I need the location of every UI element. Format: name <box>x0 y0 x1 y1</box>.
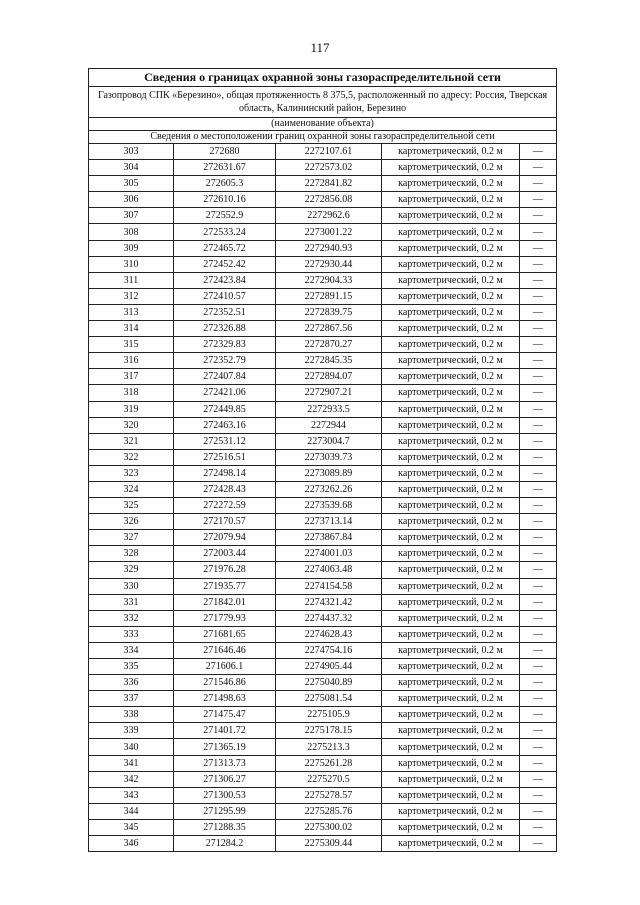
point-number: 328 <box>89 546 174 562</box>
coordinate-y: 2273001.22 <box>276 224 382 240</box>
coordinate-y: 2272907.21 <box>276 385 382 401</box>
note-cell: — <box>520 208 557 224</box>
method-accuracy: картометрический, 0.2 м <box>382 176 520 192</box>
note-cell: — <box>520 819 557 835</box>
method-accuracy: картометрический, 0.2 м <box>382 578 520 594</box>
point-number: 329 <box>89 562 174 578</box>
method-accuracy: картометрический, 0.2 м <box>382 417 520 433</box>
note-cell: — <box>520 160 557 176</box>
coordinate-y: 2275300.02 <box>276 819 382 835</box>
point-number: 340 <box>89 739 174 755</box>
point-number: 331 <box>89 594 174 610</box>
table-row <box>89 433 557 449</box>
coordinate-y: 2275270.5 <box>276 771 382 787</box>
method-accuracy: картометрический, 0.2 м <box>382 304 520 320</box>
coordinate-x: 271365.19 <box>174 739 276 755</box>
description-row <box>89 87 557 118</box>
table-row <box>89 771 557 787</box>
method-accuracy: картометрический, 0.2 м <box>382 481 520 497</box>
table-row <box>89 626 557 642</box>
coordinate-x: 272421.06 <box>174 385 276 401</box>
coordinate-x: 272352.51 <box>174 304 276 320</box>
point-number: 303 <box>89 144 174 160</box>
note-cell: — <box>520 659 557 675</box>
coordinate-x: 271306.27 <box>174 771 276 787</box>
note-cell: — <box>520 369 557 385</box>
method-accuracy: картометрический, 0.2 м <box>382 803 520 819</box>
coordinate-x: 272552.9 <box>174 208 276 224</box>
note-cell: — <box>520 739 557 755</box>
table-row <box>89 562 557 578</box>
method-accuracy: картометрический, 0.2 м <box>382 208 520 224</box>
note-cell: — <box>520 240 557 256</box>
note-cell: — <box>520 642 557 658</box>
method-accuracy: картометрический, 0.2 м <box>382 675 520 691</box>
point-number: 341 <box>89 755 174 771</box>
table-row <box>89 224 557 240</box>
point-number: 335 <box>89 659 174 675</box>
method-accuracy: картометрический, 0.2 м <box>382 433 520 449</box>
coordinate-x: 271295.99 <box>174 803 276 819</box>
coordinate-x: 271498.63 <box>174 691 276 707</box>
method-accuracy: картометрический, 0.2 м <box>382 465 520 481</box>
title-row <box>89 69 557 87</box>
method-accuracy: картометрический, 0.2 м <box>382 514 520 530</box>
method-accuracy: картометрический, 0.2 м <box>382 836 520 852</box>
coordinate-y: 2275278.57 <box>276 787 382 803</box>
point-number: 327 <box>89 530 174 546</box>
coordinate-y: 2272870.27 <box>276 337 382 353</box>
point-number: 308 <box>89 224 174 240</box>
coordinate-x: 272329.83 <box>174 337 276 353</box>
method-accuracy: картометрический, 0.2 м <box>382 353 520 369</box>
method-accuracy: картометрический, 0.2 м <box>382 530 520 546</box>
page-number: 117 <box>310 40 330 55</box>
point-number: 339 <box>89 723 174 739</box>
note-cell: — <box>520 707 557 723</box>
note-cell: — <box>520 691 557 707</box>
table-row <box>89 449 557 465</box>
point-number: 312 <box>89 288 174 304</box>
table-row <box>89 594 557 610</box>
note-cell: — <box>520 353 557 369</box>
table-row <box>89 337 557 353</box>
note-cell: — <box>520 755 557 771</box>
note-cell: — <box>520 836 557 852</box>
section-title-row <box>89 131 557 144</box>
method-accuracy: картометрический, 0.2 м <box>382 144 520 160</box>
note-cell: — <box>520 803 557 819</box>
method-accuracy: картометрический, 0.2 м <box>382 659 520 675</box>
point-number: 333 <box>89 626 174 642</box>
coordinate-y: 2272930.44 <box>276 256 382 272</box>
coordinate-x: 272170.57 <box>174 514 276 530</box>
coordinate-y: 2272904.33 <box>276 272 382 288</box>
coordinate-y: 2272839.75 <box>276 304 382 320</box>
coordinate-y: 2274905.44 <box>276 659 382 675</box>
coordinate-x: 272003.44 <box>174 546 276 562</box>
coordinate-y: 2273262.26 <box>276 481 382 497</box>
point-number: 313 <box>89 304 174 320</box>
point-number: 325 <box>89 498 174 514</box>
point-number: 337 <box>89 691 174 707</box>
coordinate-y: 2274628.43 <box>276 626 382 642</box>
table-row <box>89 819 557 835</box>
coordinate-y: 2272894.07 <box>276 369 382 385</box>
table-row <box>89 723 557 739</box>
coordinate-x: 272498.14 <box>174 465 276 481</box>
table-row <box>89 144 557 160</box>
table-row <box>89 803 557 819</box>
method-accuracy: картометрический, 0.2 м <box>382 449 520 465</box>
coordinate-y: 2274063.48 <box>276 562 382 578</box>
point-number: 344 <box>89 803 174 819</box>
object-description: Газопровод СПК «Березино», общая протяженность 8 375,5, расположенный по адресу: Россия, Тверская область, Калининский район, Березино <box>89 87 557 118</box>
point-number: 315 <box>89 337 174 353</box>
method-accuracy: картометрический, 0.2 м <box>382 755 520 771</box>
point-number: 317 <box>89 369 174 385</box>
object-label: (наименование объекта) <box>89 118 557 131</box>
coordinate-y: 2274154.58 <box>276 578 382 594</box>
note-cell: — <box>520 787 557 803</box>
table-row <box>89 514 557 530</box>
method-accuracy: картометрический, 0.2 м <box>382 739 520 755</box>
point-number: 343 <box>89 787 174 803</box>
coordinate-x: 272631.67 <box>174 160 276 176</box>
note-cell: — <box>520 304 557 320</box>
point-number: 307 <box>89 208 174 224</box>
table-row <box>89 176 557 192</box>
method-accuracy: картометрический, 0.2 м <box>382 240 520 256</box>
point-number: 345 <box>89 819 174 835</box>
point-number: 338 <box>89 707 174 723</box>
method-accuracy: картометрический, 0.2 м <box>382 498 520 514</box>
table-row <box>89 369 557 385</box>
coordinate-y: 2272933.5 <box>276 401 382 417</box>
coordinate-y: 2275105.9 <box>276 707 382 723</box>
note-cell: — <box>520 626 557 642</box>
coordinate-y: 2273089.89 <box>276 465 382 481</box>
section-title: Сведения о местоположении границ охранной зоны газораспределительной сети <box>89 131 557 144</box>
note-cell: — <box>520 723 557 739</box>
coordinate-x: 271646.46 <box>174 642 276 658</box>
coordinate-y: 2275261.28 <box>276 755 382 771</box>
coordinate-y: 2272107.61 <box>276 144 382 160</box>
table-row <box>89 755 557 771</box>
method-accuracy: картометрический, 0.2 м <box>382 691 520 707</box>
point-number: 332 <box>89 610 174 626</box>
table-row <box>89 417 557 433</box>
coordinate-y: 2272940.93 <box>276 240 382 256</box>
point-number: 319 <box>89 401 174 417</box>
note-cell: — <box>520 337 557 353</box>
method-accuracy: картометрический, 0.2 м <box>382 562 520 578</box>
method-accuracy: картометрический, 0.2 м <box>382 369 520 385</box>
point-number: 310 <box>89 256 174 272</box>
coordinate-x: 272680 <box>174 144 276 160</box>
method-accuracy: картометрический, 0.2 м <box>382 787 520 803</box>
method-accuracy: картометрический, 0.2 м <box>382 224 520 240</box>
note-cell: — <box>520 417 557 433</box>
coordinate-y: 2273004.7 <box>276 433 382 449</box>
coordinate-x: 272531.12 <box>174 433 276 449</box>
point-number: 311 <box>89 272 174 288</box>
note-cell: — <box>520 530 557 546</box>
method-accuracy: картометрический, 0.2 м <box>382 272 520 288</box>
coordinate-y: 2275309.44 <box>276 836 382 852</box>
coordinate-y: 2272891.15 <box>276 288 382 304</box>
table-row <box>89 481 557 497</box>
table-row <box>89 836 557 852</box>
table-row <box>89 288 557 304</box>
point-number: 306 <box>89 192 174 208</box>
coordinate-y: 2274001.03 <box>276 546 382 562</box>
coordinate-x: 271284.2 <box>174 836 276 852</box>
point-number: 324 <box>89 481 174 497</box>
table-row <box>89 401 557 417</box>
coordinate-y: 2272856.08 <box>276 192 382 208</box>
coordinate-x: 272449.85 <box>174 401 276 417</box>
table-row <box>89 610 557 626</box>
note-cell: — <box>520 465 557 481</box>
method-accuracy: картометрический, 0.2 м <box>382 401 520 417</box>
coordinate-y: 2275285.76 <box>276 803 382 819</box>
point-number: 305 <box>89 176 174 192</box>
table-row <box>89 739 557 755</box>
note-cell: — <box>520 771 557 787</box>
coordinate-y: 2273039.73 <box>276 449 382 465</box>
coordinate-x: 271935.77 <box>174 578 276 594</box>
boundary-table <box>88 68 557 852</box>
table-row <box>89 321 557 337</box>
coordinate-x: 272605.3 <box>174 176 276 192</box>
table-row <box>89 642 557 658</box>
point-number: 346 <box>89 836 174 852</box>
note-cell: — <box>520 176 557 192</box>
table-row <box>89 546 557 562</box>
note-cell: — <box>520 449 557 465</box>
coordinate-x: 271976.28 <box>174 562 276 578</box>
table-row <box>89 240 557 256</box>
note-cell: — <box>520 224 557 240</box>
note-cell: — <box>520 562 557 578</box>
coordinate-y: 2275213.3 <box>276 739 382 755</box>
method-accuracy: картометрический, 0.2 м <box>382 723 520 739</box>
point-number: 330 <box>89 578 174 594</box>
coordinate-x: 272533.24 <box>174 224 276 240</box>
coordinate-y: 2275178.15 <box>276 723 382 739</box>
point-number: 321 <box>89 433 174 449</box>
coordinate-x: 271842.01 <box>174 594 276 610</box>
coordinate-y: 2272573.02 <box>276 160 382 176</box>
note-cell: — <box>520 610 557 626</box>
point-number: 318 <box>89 385 174 401</box>
coordinate-x: 272079.94 <box>174 530 276 546</box>
object-label-row <box>89 118 557 131</box>
point-number: 323 <box>89 465 174 481</box>
note-cell: — <box>520 514 557 530</box>
point-number: 336 <box>89 675 174 691</box>
coordinate-x: 271606.1 <box>174 659 276 675</box>
coordinate-y: 2274321.42 <box>276 594 382 610</box>
coordinate-y: 2273713.14 <box>276 514 382 530</box>
coordinate-x: 271681.65 <box>174 626 276 642</box>
coordinate-x: 272610.16 <box>174 192 276 208</box>
coordinate-y: 2274437.32 <box>276 610 382 626</box>
note-cell: — <box>520 433 557 449</box>
coordinate-y: 2275081.54 <box>276 691 382 707</box>
point-number: 342 <box>89 771 174 787</box>
table-row <box>89 160 557 176</box>
coordinate-y: 2272867.56 <box>276 321 382 337</box>
method-accuracy: картометрический, 0.2 м <box>382 610 520 626</box>
table-row <box>89 578 557 594</box>
method-accuracy: картометрический, 0.2 м <box>382 160 520 176</box>
coordinate-x: 272407.84 <box>174 369 276 385</box>
note-cell: — <box>520 288 557 304</box>
table-row <box>89 353 557 369</box>
coordinate-x: 272326.88 <box>174 321 276 337</box>
table-row <box>89 272 557 288</box>
coordinate-x: 271313.73 <box>174 755 276 771</box>
method-accuracy: картометрический, 0.2 м <box>382 642 520 658</box>
coordinate-x: 272452.42 <box>174 256 276 272</box>
method-accuracy: картометрический, 0.2 м <box>382 288 520 304</box>
table-row <box>89 192 557 208</box>
coordinate-y: 2273867.84 <box>276 530 382 546</box>
method-accuracy: картометрический, 0.2 м <box>382 819 520 835</box>
coordinate-x: 272272.59 <box>174 498 276 514</box>
point-number: 322 <box>89 449 174 465</box>
table-row <box>89 659 557 675</box>
table-row <box>89 530 557 546</box>
note-cell: — <box>520 192 557 208</box>
method-accuracy: картометрический, 0.2 м <box>382 707 520 723</box>
method-accuracy: картометрический, 0.2 м <box>382 626 520 642</box>
table-row <box>89 208 557 224</box>
note-cell: — <box>520 498 557 514</box>
coordinate-y: 2272962.6 <box>276 208 382 224</box>
table-row <box>89 465 557 481</box>
coordinate-x: 272423.84 <box>174 272 276 288</box>
coordinate-y: 2272845.35 <box>276 353 382 369</box>
point-number: 320 <box>89 417 174 433</box>
table-row <box>89 675 557 691</box>
table-row <box>89 304 557 320</box>
table-row <box>89 256 557 272</box>
point-number: 309 <box>89 240 174 256</box>
method-accuracy: картометрический, 0.2 м <box>382 594 520 610</box>
coordinate-x: 272516.51 <box>174 449 276 465</box>
note-cell: — <box>520 481 557 497</box>
table-row <box>89 691 557 707</box>
table-row <box>89 707 557 723</box>
point-number: 334 <box>89 642 174 658</box>
coordinate-x: 272410.57 <box>174 288 276 304</box>
note-cell: — <box>520 385 557 401</box>
coordinate-x: 272465.72 <box>174 240 276 256</box>
note-cell: — <box>520 256 557 272</box>
coordinate-x: 272463.16 <box>174 417 276 433</box>
method-accuracy: картометрический, 0.2 м <box>382 192 520 208</box>
method-accuracy: картометрический, 0.2 м <box>382 546 520 562</box>
note-cell: — <box>520 321 557 337</box>
coordinate-y: 2274754.16 <box>276 642 382 658</box>
point-number: 326 <box>89 514 174 530</box>
table-row <box>89 498 557 514</box>
note-cell: — <box>520 675 557 691</box>
method-accuracy: картометрический, 0.2 м <box>382 256 520 272</box>
note-cell: — <box>520 578 557 594</box>
table-row <box>89 787 557 803</box>
coordinate-x: 271779.93 <box>174 610 276 626</box>
method-accuracy: картометрический, 0.2 м <box>382 337 520 353</box>
table-row <box>89 385 557 401</box>
point-number: 316 <box>89 353 174 369</box>
method-accuracy: картометрический, 0.2 м <box>382 321 520 337</box>
note-cell: — <box>520 401 557 417</box>
coordinate-y: 2272944 <box>276 417 382 433</box>
coordinate-x: 271475.47 <box>174 707 276 723</box>
method-accuracy: картометрический, 0.2 м <box>382 771 520 787</box>
table-title: Сведения о границах охранной зоны газораспределительной сети <box>89 69 557 87</box>
coordinate-y: 2275040.89 <box>276 675 382 691</box>
coordinate-x: 271546.86 <box>174 675 276 691</box>
coordinate-x: 271300.53 <box>174 787 276 803</box>
method-accuracy: картометрический, 0.2 м <box>382 385 520 401</box>
point-number: 314 <box>89 321 174 337</box>
note-cell: — <box>520 594 557 610</box>
coordinate-y: 2273539.68 <box>276 498 382 514</box>
note-cell: — <box>520 144 557 160</box>
coordinate-y: 2272841.82 <box>276 176 382 192</box>
note-cell: — <box>520 272 557 288</box>
coordinate-x: 272428.43 <box>174 481 276 497</box>
coordinate-x: 271401.72 <box>174 723 276 739</box>
note-cell: — <box>520 546 557 562</box>
coordinate-x: 272352.79 <box>174 353 276 369</box>
point-number: 304 <box>89 160 174 176</box>
coordinate-x: 271288.35 <box>174 819 276 835</box>
